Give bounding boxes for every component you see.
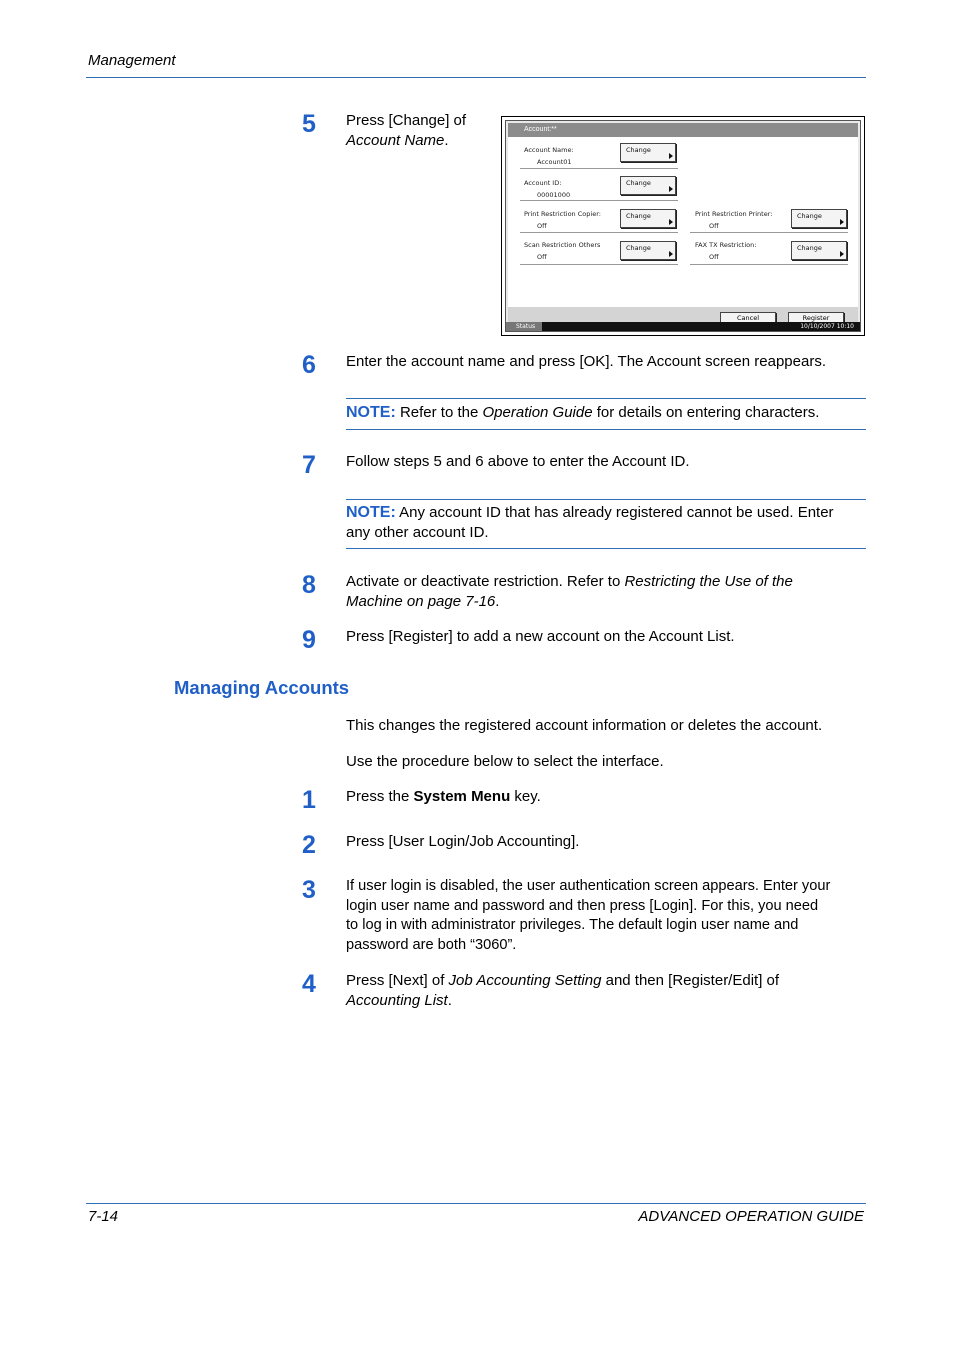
screen-status-bar	[506, 322, 860, 331]
status-button[interactable]: Status	[506, 322, 542, 331]
step-8-text	[346, 572, 866, 611]
step-number-8: 8	[302, 571, 316, 599]
step-8-ref-2: Machine on page 7-16	[346, 592, 496, 610]
header-section-label: Management	[88, 52, 176, 69]
step-3-line-4: password are both “3060”.	[346, 936, 517, 953]
footer-guide-title: ADVANCED OPERATION GUIDE	[638, 1208, 864, 1225]
note-2-line-1: Any account ID that has already registered cannot be used. Enter	[395, 504, 834, 521]
step-number-6: 6	[302, 351, 316, 379]
step-1-system-menu: System Menu	[413, 788, 511, 805]
step-8-end: .	[495, 592, 500, 610]
change-scan-others-button[interactable]	[620, 241, 676, 260]
step-number-5: 5	[302, 110, 316, 138]
step-6-text: Enter the account name and press [OK]. The Account screen reappears.	[346, 353, 826, 370]
arrow-right-icon	[669, 186, 673, 192]
step-3-line-3: to log in with administrator privileges. The default login user name and	[346, 917, 799, 933]
separator	[520, 168, 678, 169]
step-3-line-2: login user name and password and then press [Login]. For this, you need	[346, 897, 819, 914]
header-rule	[86, 77, 866, 78]
section-title: Managing Accounts	[174, 677, 350, 698]
note-2-label: NOTE:	[346, 504, 396, 521]
fax-tx-value: Off	[709, 253, 719, 261]
change-fax-tx-button[interactable]	[791, 241, 847, 260]
print-printer-label: Print Restriction Printer:	[695, 210, 773, 218]
cancel-button[interactable]: Cancel	[720, 312, 776, 324]
change-label: Change	[797, 212, 822, 220]
screen-datetime: 10/10/2007 10:10	[800, 323, 854, 330]
step-4-end: .	[447, 991, 452, 1009]
step-9-text: Press [Register] to add a new account on the Account List.	[346, 628, 735, 645]
step-1-text	[346, 787, 866, 807]
note-1-pre: Refer to the	[395, 404, 483, 421]
note-1	[346, 403, 866, 423]
arrow-right-icon	[840, 251, 844, 257]
separator	[520, 232, 678, 233]
step-4-ref-1: Job Accounting Setting	[448, 972, 602, 989]
step-1-post: key.	[510, 788, 541, 805]
fax-tx-label: FAX TX Restriction:	[695, 241, 757, 249]
step-3-text	[346, 877, 876, 955]
step-1-pre: Press the	[346, 788, 414, 805]
note-1-operation-guide: Operation Guide	[482, 404, 593, 421]
separator	[520, 200, 678, 201]
account-screen-inner	[505, 120, 861, 332]
print-printer-value: Off	[709, 222, 719, 230]
step-4-pre: Press [Next] of	[346, 972, 449, 989]
account-id-value: 00001000	[537, 191, 571, 199]
note-1-post: for details on entering characters.	[592, 404, 820, 421]
note-1-top-rule	[346, 398, 866, 399]
note-2-bottom-rule	[346, 548, 866, 549]
account-screen-image	[501, 116, 865, 336]
change-print-copier-button[interactable]	[620, 209, 676, 228]
screen-title-bar: Account:**	[508, 123, 858, 137]
step-number-4: 4	[302, 970, 316, 998]
change-print-printer-button[interactable]	[791, 209, 847, 228]
note-1-label: NOTE:	[346, 404, 396, 421]
separator	[690, 232, 848, 233]
footer-rule	[86, 1203, 866, 1204]
step-4-ref-2: Accounting List	[346, 991, 448, 1009]
note-2-line-2: any other account ID.	[346, 523, 489, 541]
account-name-label: Account Name:	[524, 146, 574, 154]
change-account-name-button[interactable]	[620, 143, 676, 162]
screen-panel	[508, 137, 858, 307]
section-intro-2: Use the procedure below to select the interface.	[346, 753, 664, 770]
separator	[690, 264, 848, 265]
step-4-text	[346, 971, 866, 1010]
change-label: Change	[626, 179, 651, 187]
step-2-text: Press [User Login/Job Accounting].	[346, 833, 580, 850]
arrow-right-icon	[669, 153, 673, 159]
step-5-account-name: Account Name	[346, 131, 445, 149]
print-copier-label: Print Restriction Copier:	[524, 210, 601, 218]
step-5-period: .	[444, 131, 449, 149]
change-label: Change	[797, 244, 822, 252]
step-number-7: 7	[302, 451, 316, 479]
arrow-right-icon	[840, 219, 844, 225]
arrow-right-icon	[669, 219, 673, 225]
step-5-text	[346, 111, 496, 150]
step-number-2: 2	[302, 831, 316, 859]
step-number-1: 1	[302, 786, 316, 814]
note-1-bottom-rule	[346, 429, 866, 430]
register-button[interactable]: Register	[788, 312, 844, 324]
note-2	[346, 503, 871, 542]
scan-others-label: Scan Restriction Others	[524, 241, 601, 249]
arrow-right-icon	[669, 251, 673, 257]
change-label: Change	[626, 146, 651, 154]
separator	[520, 264, 678, 265]
footer-page-number: 7-14	[88, 1208, 119, 1225]
section-intro-1: This changes the registered account information or deletes the account.	[346, 717, 823, 734]
account-id-label: Account ID:	[524, 179, 562, 187]
change-account-id-button[interactable]	[620, 176, 676, 195]
print-copier-value: Off	[537, 222, 547, 230]
step-8-ref-1: Restricting the Use of the	[624, 573, 793, 590]
step-7-text: Follow steps 5 and 6 above to enter the Account ID.	[346, 453, 690, 470]
scan-others-value: Off	[537, 253, 547, 261]
change-label: Change	[626, 212, 651, 220]
step-5-text-a: Press [Change] of	[346, 112, 467, 129]
step-8-pre: Activate or deactivate restriction. Refer to	[346, 573, 625, 590]
account-name-value: Account01	[537, 158, 572, 166]
step-number-3: 3	[302, 876, 316, 904]
step-4-mid: and then [Register/Edit] of	[601, 972, 780, 989]
change-label: Change	[626, 244, 651, 252]
step-number-9: 9	[302, 626, 316, 654]
note-2-top-rule	[346, 499, 866, 500]
step-3-line-1: If user login is disabled, the user authentication screen appears. Enter your	[346, 878, 831, 894]
